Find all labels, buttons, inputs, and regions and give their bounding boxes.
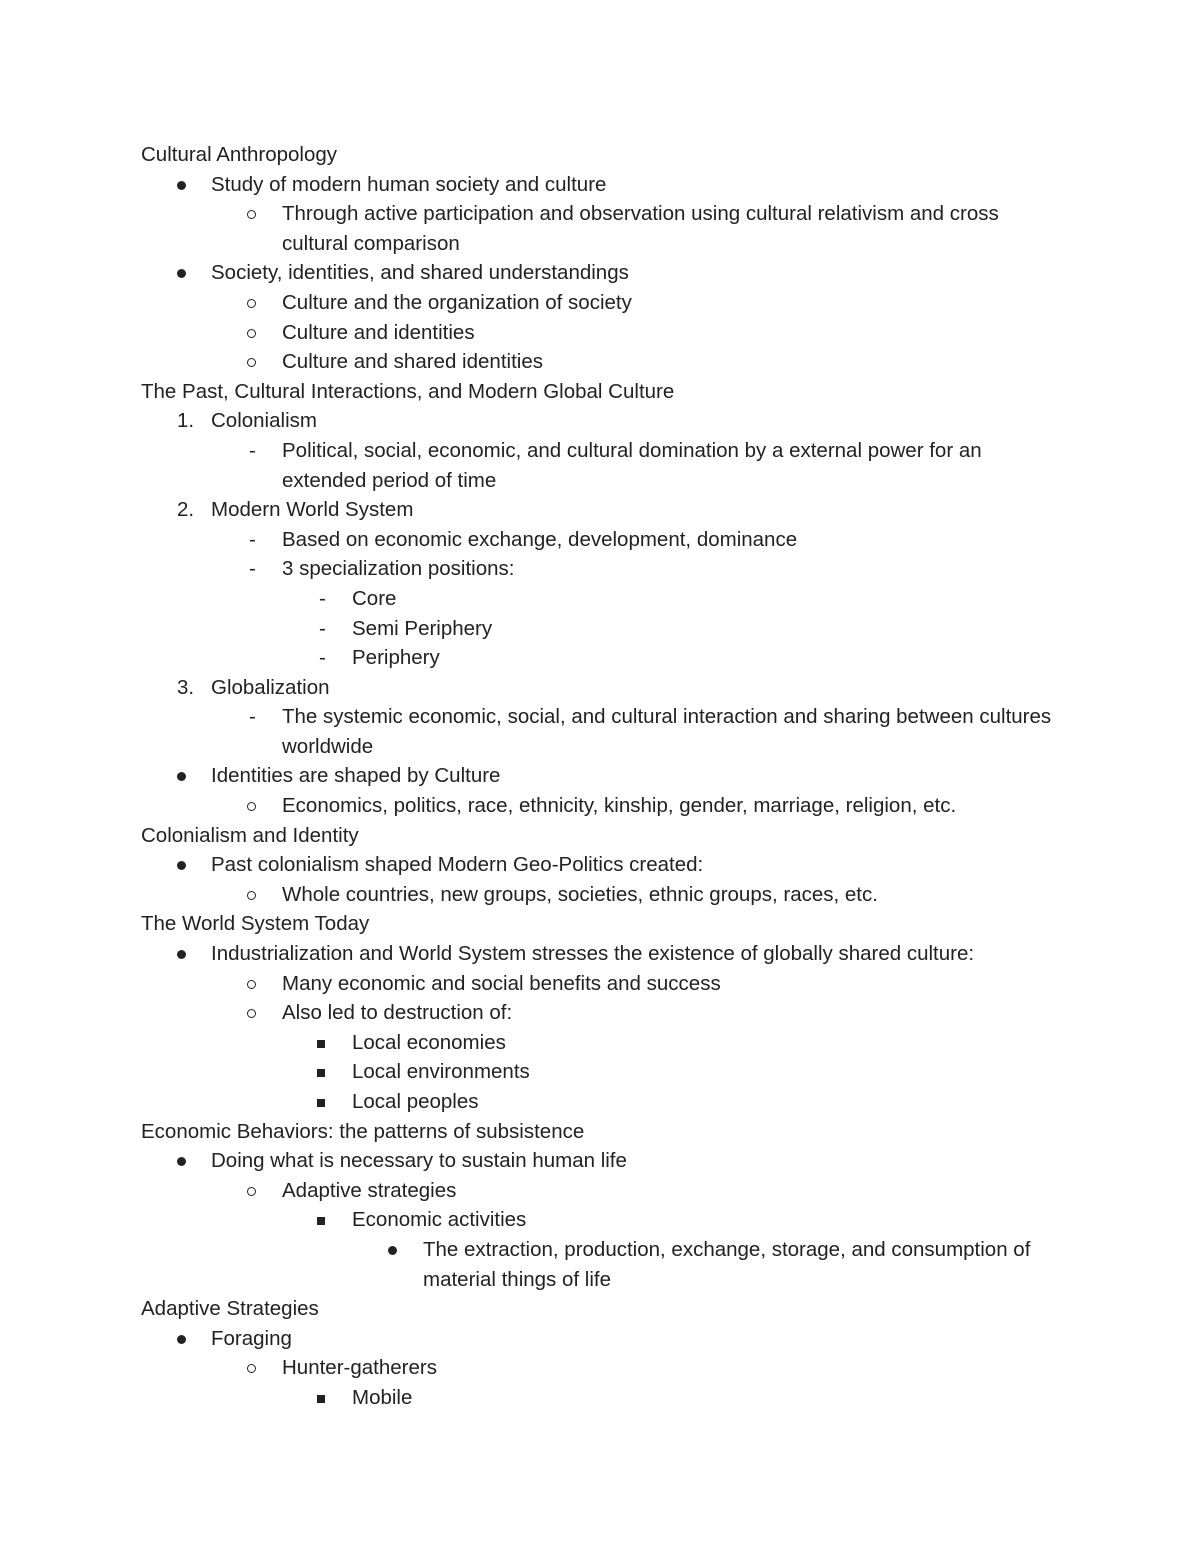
item-text: Local environments <box>352 1060 530 1084</box>
list-item <box>141 1176 1061 1206</box>
section-heading <box>141 377 1061 407</box>
item-text: The extraction, production, exchange, storage, and consumption of material things of life <box>423 1237 1031 1291</box>
item-text: Industrialization and World System stresses the existence of globally shared culture: <box>211 942 975 966</box>
list-item <box>141 258 1061 288</box>
item-text: Identities are shaped by Culture <box>211 764 501 788</box>
list-item <box>141 1087 1061 1117</box>
section-heading <box>141 1117 1061 1147</box>
heading-text: The Past, Cultural Interactions, and Modern Global Culture <box>141 379 675 403</box>
list-item <box>141 199 1061 258</box>
list-item <box>141 554 1061 584</box>
list-number: 3. <box>177 675 195 699</box>
item-text: Modern World System <box>211 498 414 522</box>
list-item <box>141 761 1061 791</box>
item-text: 3 specialization positions: <box>282 557 515 581</box>
list-item <box>141 288 1061 318</box>
section-heading <box>141 909 1061 939</box>
list-item <box>141 1057 1061 1087</box>
list-item <box>141 880 1061 910</box>
item-text: Periphery <box>352 646 440 670</box>
list-item <box>141 347 1061 377</box>
list-item <box>141 1383 1061 1413</box>
item-text: Doing what is necessary to sustain human life <box>211 1149 627 1173</box>
list-item <box>141 436 1061 495</box>
item-text: Hunter-gatherers <box>282 1356 437 1380</box>
item-text: Society, identities, and shared understandings <box>211 261 629 285</box>
list-item <box>141 406 1061 436</box>
list-item <box>141 673 1061 703</box>
list-item <box>141 614 1061 644</box>
list-item <box>141 495 1061 525</box>
item-text: Political, social, economic, and cultural domination by a external power for an extended period of time <box>282 438 982 492</box>
item-text: Adaptive strategies <box>282 1178 457 1202</box>
list-number: 2. <box>177 498 195 522</box>
heading-text: Economic Behaviors: the patterns of subsistence <box>141 1119 585 1143</box>
item-text: Through active participation and observation using cultural relativism and cross cultural comparison <box>282 202 999 255</box>
item-text: Mobile <box>352 1385 413 1409</box>
item-text: Culture and the organization of society <box>282 290 632 314</box>
item-text: Also led to destruction of: <box>282 1001 513 1025</box>
item-text: Local economies <box>352 1030 506 1054</box>
item-text: Economics, politics, race, ethnicity, kinship, gender, marriage, religion, etc. <box>282 794 957 818</box>
item-text: Economic activities <box>352 1208 527 1232</box>
heading-text: Cultural Anthropology <box>141 143 338 166</box>
list-item <box>141 643 1061 673</box>
item-text: Based on economic exchange, development, dominance <box>282 527 798 551</box>
list-item <box>141 1235 1061 1294</box>
list-item <box>141 170 1061 200</box>
list-item <box>141 998 1061 1028</box>
item-text: Core <box>352 586 397 610</box>
list-item <box>141 1205 1061 1235</box>
item-text: Culture and shared identities <box>282 350 543 374</box>
item-text: Colonialism <box>211 409 317 433</box>
list-item <box>141 969 1061 999</box>
list-item <box>141 850 1061 880</box>
item-text: Semi Periphery <box>352 616 493 640</box>
section-heading <box>141 821 1061 851</box>
list-item <box>141 318 1061 348</box>
item-text: Culture and identities <box>282 320 475 344</box>
heading-text: The World System Today <box>141 912 370 936</box>
list-item <box>141 584 1061 614</box>
list-item <box>141 1324 1061 1354</box>
item-text: Past colonialism shaped Modern Geo-Politics created: <box>211 853 704 877</box>
list-number: 1. <box>177 409 195 433</box>
item-text: Many economic and social benefits and success <box>282 971 721 995</box>
section-heading <box>141 1294 1061 1324</box>
item-text: Study of modern human society and culture <box>211 172 607 196</box>
item-text: Foraging <box>211 1326 292 1350</box>
list-item <box>141 1353 1061 1383</box>
item-text: Whole countries, new groups, societies, ethnic groups, races, etc. <box>282 882 878 906</box>
list-item <box>141 939 1061 969</box>
heading-text: Colonialism and Identity <box>141 823 359 847</box>
list-item <box>141 702 1061 761</box>
heading-text: Adaptive Strategies <box>141 1297 319 1321</box>
item-text: Globalization <box>211 675 330 699</box>
section-heading <box>141 140 1061 170</box>
list-item <box>141 1028 1061 1058</box>
list-item <box>141 1146 1061 1176</box>
document-body <box>141 140 1061 1413</box>
item-text: The systemic economic, social, and cultural interaction and sharing between cultures worldwide <box>282 705 1052 758</box>
item-text: Local peoples <box>352 1090 479 1113</box>
list-item <box>141 791 1061 821</box>
list-item <box>141 525 1061 555</box>
